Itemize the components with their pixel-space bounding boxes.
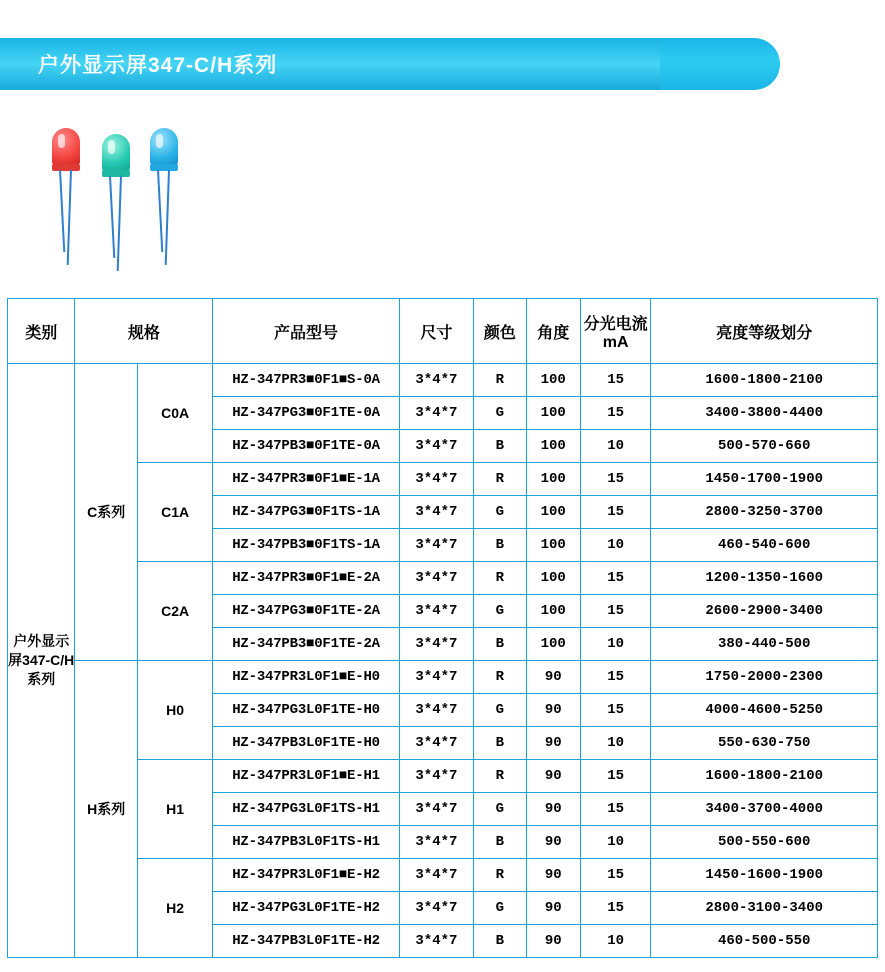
cell-angle: 100 (526, 463, 580, 496)
cell-color: B (474, 727, 526, 760)
cell-model: HZ-347PG3L0F1TE-H0 (213, 694, 399, 727)
cell-brightness: 550-630-750 (651, 727, 878, 760)
cell-current: 15 (580, 793, 650, 826)
cell-brightness: 4000-4600-5250 (651, 694, 878, 727)
table-row (8, 463, 878, 496)
cell-size: 3*4*7 (399, 925, 474, 958)
cell-current: 15 (580, 496, 650, 529)
led-lead-1 (157, 170, 163, 252)
cell-size: 3*4*7 (399, 595, 474, 628)
cell-model: HZ-347PG3■0F1TE-0A (213, 397, 399, 430)
cell-model: HZ-347PB3L0F1TS-H1 (213, 826, 399, 859)
cell-subgroup: H2 (137, 859, 213, 958)
cell-brightness: 1200-1350-1600 (651, 562, 878, 595)
cell-model: HZ-347PB3L0F1TE-H2 (213, 925, 399, 958)
cell-size: 3*4*7 (399, 562, 474, 595)
cell-color: R (474, 463, 526, 496)
led-body (52, 164, 80, 171)
cell-model: HZ-347PR3L0F1■E-H0 (213, 661, 399, 694)
cell-series-group: H系列 (75, 661, 137, 958)
table-row (8, 859, 878, 892)
cell-size: 3*4*7 (399, 661, 474, 694)
cell-brightness: 2800-3100-3400 (651, 892, 878, 925)
column-header-spec: 规格 (75, 299, 213, 364)
cell-color: G (474, 892, 526, 925)
cell-color: B (474, 826, 526, 859)
column-header-brightness: 亮度等级划分 (651, 299, 878, 364)
table-row (8, 661, 878, 694)
table-header (8, 299, 878, 364)
cell-current: 15 (580, 760, 650, 793)
led-lead-2 (165, 170, 170, 265)
cell-current: 15 (580, 859, 650, 892)
cell-brightness: 3400-3700-4000 (651, 793, 878, 826)
table-row (8, 562, 878, 595)
cell-current: 15 (580, 892, 650, 925)
column-header-current: 分光电流mA (580, 299, 650, 364)
cell-model: HZ-347PB3■0F1TE-0A (213, 430, 399, 463)
cell-size: 3*4*7 (399, 463, 474, 496)
cell-brightness: 500-570-660 (651, 430, 878, 463)
cell-current: 15 (580, 397, 650, 430)
cell-current: 10 (580, 925, 650, 958)
cell-category: 户外显示屏347-C/H系列 (8, 364, 75, 958)
cell-angle: 90 (526, 892, 580, 925)
cell-current: 15 (580, 595, 650, 628)
led-lead-2 (67, 170, 72, 265)
cell-angle: 90 (526, 925, 580, 958)
cell-angle: 90 (526, 661, 580, 694)
cell-color: R (474, 760, 526, 793)
cell-color: B (474, 628, 526, 661)
cell-brightness: 1600-1800-2100 (651, 760, 878, 793)
cell-size: 3*4*7 (399, 496, 474, 529)
cell-model: HZ-347PG3■0F1TE-2A (213, 595, 399, 628)
page-title: 户外显示屏347-C/H系列 (38, 54, 278, 77)
cell-model: HZ-347PB3■0F1TE-2A (213, 628, 399, 661)
cell-subgroup: C0A (137, 364, 213, 463)
cell-current: 10 (580, 430, 650, 463)
cell-brightness: 460-540-600 (651, 529, 878, 562)
cell-angle: 90 (526, 859, 580, 892)
cell-brightness: 2800-3250-3700 (651, 496, 878, 529)
cell-model: HZ-347PR3L0F1■E-H1 (213, 760, 399, 793)
cell-model: HZ-347PG3L0F1TE-H2 (213, 892, 399, 925)
cell-angle: 90 (526, 760, 580, 793)
led-body (150, 164, 178, 171)
column-header-size: 尺寸 (399, 299, 474, 364)
led-lead-2 (117, 176, 122, 271)
cell-brightness: 1750-2000-2300 (651, 661, 878, 694)
column-header-model: 产品型号 (213, 299, 399, 364)
cell-size: 3*4*7 (399, 859, 474, 892)
cell-color: B (474, 925, 526, 958)
cell-current: 15 (580, 661, 650, 694)
cell-subgroup: C1A (137, 463, 213, 562)
cell-angle: 90 (526, 727, 580, 760)
cell-size: 3*4*7 (399, 529, 474, 562)
cell-angle: 90 (526, 694, 580, 727)
led-body (102, 170, 130, 177)
cell-current: 15 (580, 364, 650, 397)
cell-current: 15 (580, 463, 650, 496)
table-row (8, 760, 878, 793)
cell-size: 3*4*7 (399, 760, 474, 793)
led-product-images (40, 120, 220, 270)
cell-model: HZ-347PR3■0F1■E-2A (213, 562, 399, 595)
cell-angle: 100 (526, 595, 580, 628)
page-header-banner (0, 38, 885, 90)
table-header-row (8, 299, 878, 364)
cell-brightness: 1450-1600-1900 (651, 859, 878, 892)
table-row (8, 364, 878, 397)
column-header-angle: 角度 (526, 299, 580, 364)
cell-color: R (474, 859, 526, 892)
led-dome (102, 134, 130, 174)
cell-color: G (474, 496, 526, 529)
cell-angle: 90 (526, 793, 580, 826)
cell-brightness: 3400-3800-4400 (651, 397, 878, 430)
cell-current: 15 (580, 562, 650, 595)
cell-subgroup: C2A (137, 562, 213, 661)
cell-angle: 100 (526, 628, 580, 661)
cell-color: B (474, 529, 526, 562)
cell-model: HZ-347PR3■0F1■S-0A (213, 364, 399, 397)
cell-model: HZ-347PG3L0F1TS-H1 (213, 793, 399, 826)
cell-size: 3*4*7 (399, 430, 474, 463)
cell-size: 3*4*7 (399, 694, 474, 727)
cell-brightness: 500-550-600 (651, 826, 878, 859)
cell-current: 10 (580, 826, 650, 859)
column-header-category: 类别 (8, 299, 75, 364)
cell-size: 3*4*7 (399, 628, 474, 661)
cell-color: G (474, 694, 526, 727)
cell-angle: 100 (526, 529, 580, 562)
cell-model: HZ-347PB3■0F1TS-1A (213, 529, 399, 562)
table-body (8, 364, 878, 958)
cell-current: 10 (580, 529, 650, 562)
cell-model: HZ-347PR3L0F1■E-H2 (213, 859, 399, 892)
cell-model: HZ-347PG3■0F1TS-1A (213, 496, 399, 529)
cell-brightness: 1600-1800-2100 (651, 364, 878, 397)
cell-size: 3*4*7 (399, 397, 474, 430)
cell-current: 10 (580, 628, 650, 661)
cell-model: HZ-347PR3■0F1■E-1A (213, 463, 399, 496)
cell-size: 3*4*7 (399, 826, 474, 859)
led-dome (52, 128, 80, 168)
cell-subgroup: H1 (137, 760, 213, 859)
cell-angle: 100 (526, 562, 580, 595)
cell-color: B (474, 430, 526, 463)
led-dome (150, 128, 178, 168)
cell-brightness: 1450-1700-1900 (651, 463, 878, 496)
cell-size: 3*4*7 (399, 892, 474, 925)
cell-color: G (474, 595, 526, 628)
cell-current: 10 (580, 727, 650, 760)
cell-angle: 90 (526, 826, 580, 859)
column-header-color: 颜色 (474, 299, 526, 364)
cell-color: R (474, 562, 526, 595)
spec-table-container (7, 298, 878, 958)
cell-angle: 100 (526, 364, 580, 397)
cell-series-group: C系列 (75, 364, 137, 661)
cell-subgroup: H0 (137, 661, 213, 760)
cell-angle: 100 (526, 430, 580, 463)
specification-table (7, 298, 878, 958)
cell-brightness: 380-440-500 (651, 628, 878, 661)
cell-color: R (474, 661, 526, 694)
led-lead-1 (59, 170, 65, 252)
cell-current: 15 (580, 694, 650, 727)
cell-brightness: 460-500-550 (651, 925, 878, 958)
cell-color: R (474, 364, 526, 397)
led-lead-1 (109, 176, 115, 258)
cell-model: HZ-347PB3L0F1TE-H0 (213, 727, 399, 760)
cell-size: 3*4*7 (399, 793, 474, 826)
cell-color: G (474, 397, 526, 430)
cell-size: 3*4*7 (399, 727, 474, 760)
cell-size: 3*4*7 (399, 364, 474, 397)
cell-color: G (474, 793, 526, 826)
cell-angle: 100 (526, 397, 580, 430)
cell-angle: 100 (526, 496, 580, 529)
cell-brightness: 2600-2900-3400 (651, 595, 878, 628)
